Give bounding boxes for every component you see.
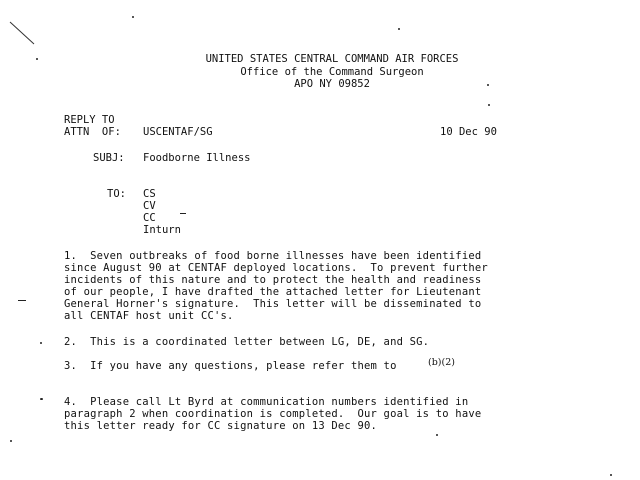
paragraph-4-line-1: 4. Please call Lt Byrd at communication numbers identified in	[64, 396, 469, 408]
scan-speck	[610, 474, 612, 476]
paragraph-1-line-3: incidents of this nature and to protect the health and readiness	[64, 274, 482, 286]
scan-speck	[436, 434, 438, 436]
scan-speck	[18, 300, 26, 301]
paragraph-1-line-6: all CENTAF host unit CC's.	[64, 310, 234, 322]
reply-to-label: REPLY TO	[64, 114, 115, 126]
subject-label: SUBJ:	[93, 152, 125, 164]
header-apo: APO NY 09852	[294, 78, 370, 90]
paragraph-2-line-1: 2. This is a coordinated letter between LG, DE, and SG.	[64, 336, 430, 348]
paragraph-1-line-2: since August 90 at CENTAF deployed locations. To prevent further	[64, 262, 488, 274]
scan-speck	[398, 28, 400, 30]
paragraph-1-line-5: General Horner's signature. This letter will be disseminated to	[64, 298, 482, 310]
paragraph-4-line-3: this letter ready for CC signature on 13 Dec 90.	[64, 420, 378, 432]
to-item-cc: CC	[143, 212, 156, 224]
scan-speck	[36, 58, 38, 60]
scan-speck	[10, 440, 12, 442]
paragraph-3-line-1: 3. If you have any questions, please refer them to	[64, 360, 397, 372]
memo-date: 10 Dec 90	[440, 126, 497, 138]
to-item-inturn: Inturn	[143, 224, 181, 236]
scan-speck	[40, 342, 42, 344]
header-office: Office of the Command Surgeon	[240, 66, 424, 78]
to-item-cv: CV	[143, 200, 156, 212]
paragraph-4-line-2: paragraph 2 when coordination is completed. Our goal is to have	[64, 408, 482, 420]
attn-of-label: ATTN OF:	[64, 126, 121, 138]
scan-speck	[40, 398, 43, 400]
attn-of-value: USCENTAF/SG	[143, 126, 213, 138]
scan-speck	[180, 213, 186, 214]
scan-speck	[132, 16, 134, 18]
scan-speck	[487, 84, 489, 86]
paragraph-1-line-1: 1. Seven outbreaks of food borne illnesses have been identified	[64, 250, 482, 262]
subject-value: Foodborne Illness	[143, 152, 251, 164]
redaction-code: (b)(2)	[428, 357, 455, 368]
to-label: TO:	[107, 188, 126, 200]
paragraph-1-line-4: of our people, I have drafted the attached letter for Lieutenant	[64, 286, 482, 298]
scan-speck	[488, 104, 490, 106]
scan-artifact-stroke	[8, 20, 38, 50]
header-organization: UNITED STATES CENTRAL COMMAND AIR FORCES	[205, 53, 459, 65]
to-item-cs: CS	[143, 188, 156, 200]
